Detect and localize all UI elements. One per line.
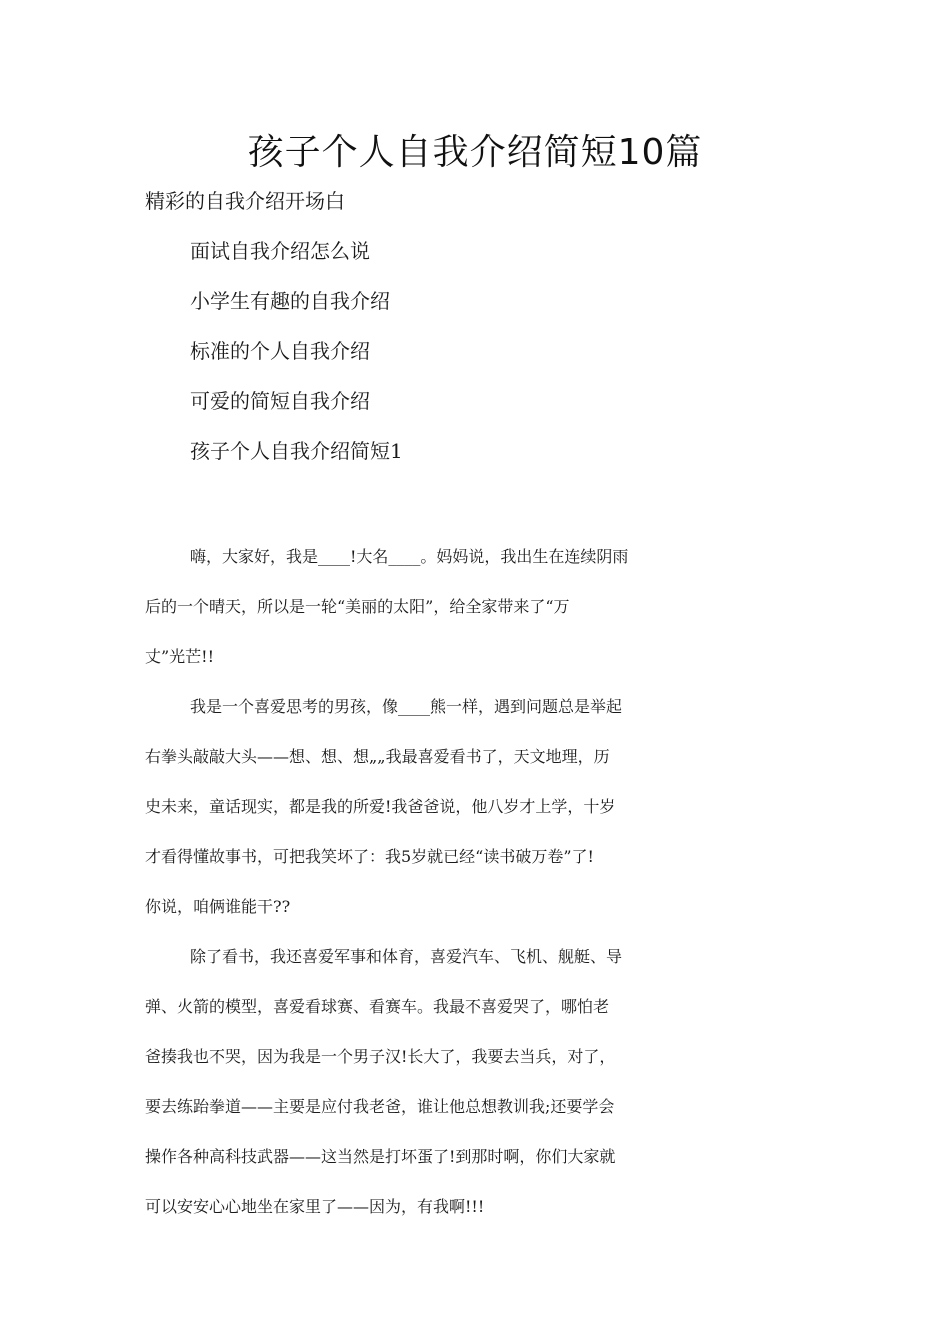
text-line: 除了看书，我还喜爱军事和体育，喜爱汽车、飞机、舰艇、导 [190, 947, 623, 966]
table-of-contents [190, 236, 403, 486]
body-text [145, 532, 807, 1232]
text-line: 后的一个晴天，所以是一轮“美丽的太阳”，给全家带来了“万 [145, 597, 570, 616]
text-line: 弹、火箭的模型，喜爱看球赛、看赛车。我最不喜爱哭了，哪怕老 [145, 997, 610, 1016]
document-title: 孩子个人自我介绍简短10篇 [247, 132, 703, 173]
text-line: 史未来，童话现实，都是我的所爱!我爸爸说，他八岁才上学，十岁 [145, 797, 616, 816]
text-line: 你说，咱俩谁能干?? [145, 897, 291, 916]
paragraph-1 [145, 532, 807, 682]
paragraph-2 [145, 682, 807, 932]
text-line: 可以安安心心地坐在家里了——因为，有我啊!!! [145, 1197, 485, 1216]
paragraph-3 [145, 932, 807, 1232]
toc-item: 可爱的简短自我介绍 [190, 389, 370, 413]
intro-heading: 精彩的自我介绍开场白 [145, 189, 345, 213]
toc-item: 面试自我介绍怎么说 [190, 239, 370, 263]
text-line: 右拳头敲敲大头——想、想、想„„我最喜爱看书了，天文地理，历 [145, 747, 610, 766]
text-line: 才看得懂故事书，可把我笑坏了：我5岁就已经“读书破万卷”了! [145, 847, 594, 866]
text-line: 爸揍我也不哭，因为我是一个男子汉!长大了，我要去当兵，对了， [145, 1047, 616, 1066]
text-line: 操作各种高科技武器——这当然是打坏蛋了!到那时啊，你们大家就 [145, 1147, 616, 1166]
toc-item: 小学生有趣的自我介绍 [190, 289, 390, 313]
text-line: 要去练跆拳道——主要是应付我老爸，谁让他总想教训我;还要学会 [145, 1097, 615, 1116]
toc-item: 孩子个人自我介绍简短1 [190, 439, 403, 463]
text-line: 丈”光芒!! [145, 647, 215, 666]
text-line: 嗨，大家好，我是____!大名____。妈妈说，我出生在连续阴雨 [190, 547, 629, 566]
text-line: 我是一个喜爱思考的男孩，像____熊一样，遇到问题总是举起 [190, 697, 623, 716]
toc-item: 标准的个人自我介绍 [190, 339, 370, 363]
